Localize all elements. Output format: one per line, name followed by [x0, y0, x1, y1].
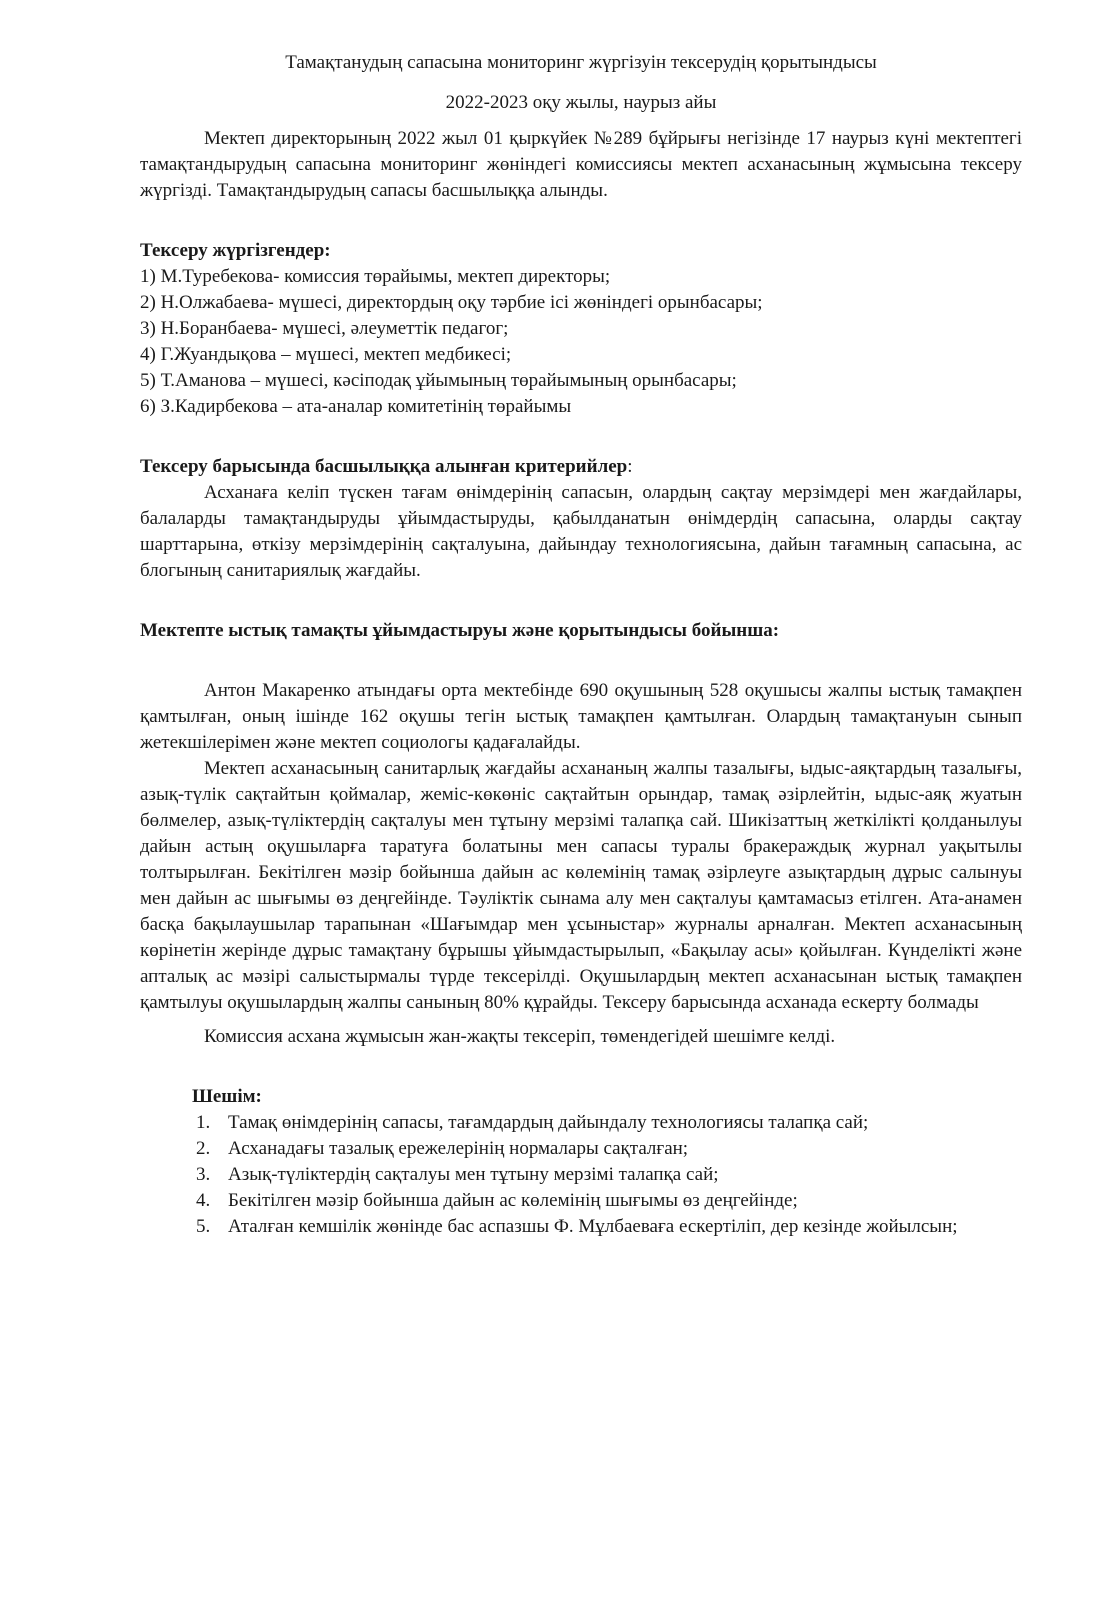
inspector-item: 4) Г.Жуандықова – мүшесі, мектеп медбикесі;	[140, 344, 512, 365]
criteria-paragraph: Асханаға келіп түскен тағам өнімдерінің сапасын, олардың сақтау мерзімдері мен жағдайлары, балаларды тамақтандыруды ұйымдастыруды, қабылданатын өнімдердің сапасына, оларды сақтау шарттарына, өткізу мерзімдерінің сақталуына, дайындау технологиясына, дайын тағамның сапасына, ас блогының санитариялық жағдайы.	[140, 482, 1022, 581]
decision-number: 4.	[196, 1190, 211, 1211]
inspectors-heading: Тексеру жүргізгендер:	[140, 240, 331, 261]
decision-number: 2.	[196, 1138, 211, 1159]
intro-paragraph: Мектеп директорының 2022 жыл 01 қыркүйек №289 бұйрығы негізінде 17 наурыз күні мектептегі тамақтандырудың сапасына мониторинг жөніндегі комиссиясы мектеп асханасының жұмысына тексеру жүргізді. Тамақтандырудың сапасы басшылыққа алынды.	[140, 128, 1022, 201]
decision-text: Азық-түліктердің сақталуы мен тұтыну мерзімі талапқа сай;	[228, 1164, 719, 1185]
criteria-heading-line	[140, 454, 1022, 480]
criteria-heading: Тексеру барысында басшылыққа алынған критерийлер	[140, 456, 628, 477]
hot-meals-heading: Мектепте ыстық тамақты ұйымдастыруы және қорытындысы бойынша:	[140, 620, 780, 641]
document-subtitle: 2022-2023 оқу жылы, наурыз айы	[445, 92, 717, 113]
decision-number: 3.	[196, 1164, 211, 1185]
decision-text: Аталған кемшілік жөнінде бас аспазшы Ф. Мұлбаеваға ескертіліп, дер кезінде жойылсын;	[228, 1216, 958, 1237]
inspectors-list	[140, 264, 1022, 420]
decision-number: 1.	[196, 1112, 211, 1133]
decision-item	[192, 1110, 1022, 1136]
decision-item	[192, 1136, 1022, 1162]
document-title: Тамақтанудың сапасына мониторинг жүргізуін тексерудің қорытындысы	[285, 52, 877, 73]
hot-meals-paragraph-2: Мектеп асханасының санитарлық жағдайы асхананың жалпы тазалығы, ыдыс-аяқтардың тазалығы, азық-түлік сақтайтын қоймалар, жеміс-көкөніс сақтайтын орындар, тамақ әзірлейтін, ыдыс-аяқ жуатын бөлмелер, азық-түліктердің сақталуы мен тұтыну мерзімі талапқа сай. Шикізаттың жеткілікті қолданылуы дайын астың оқушыларға таратуға болатыны мен сапасы туралы бракераждық журнал уақытылы толтырылған. Бекітілген мәзір бойынша дайын ас көлемінің тамақ әзірлеуге азықтардың дұрыс салынуы мен дайын ас шығымы өз деңгейінде. Тәуліктік сынама алу мен сақталуы қамтамасыз етілген. Ата-анамен басқа бақылаушылар тарапынан «Шағымдар мен ұсыныстар» журналы арналған. Мектеп асханасының көрінетін жерінде дұрыс тамақтану бұрышы ұйымдастырылып, «Бақылау асы» қойылған. Күнделікті және апталық ас мәзірі салыстырмалы түрде тексерілді. Оқушылардың мектеп асханасынан ыстық тамақпен қамтылуы оқушылардың жалпы санының 80% құрайды. Тексеру барысында асханада ескерту болмады	[140, 758, 1022, 1013]
decision-item	[192, 1188, 1022, 1214]
decision-text: Тамақ өнімдерінің сапасы, тағамдардың дайындалу технологиясы талапқа сай;	[228, 1112, 869, 1133]
decision-heading: Шешім:	[192, 1086, 262, 1107]
criteria-colon: :	[627, 456, 633, 477]
inspector-item: 2) Н.Олжабаева- мүшесі, директордың оқу тәрбие ісі жөніндегі орынбасары;	[140, 292, 763, 313]
hot-meals-paragraph-3: Комиссия асхана жұмысын жан-жақты тексеріп, төмендегідей шешімге келді.	[204, 1026, 836, 1047]
inspector-item: 3) Н.Боранбаева- мүшесі, әлеуметтік педагог;	[140, 318, 509, 339]
decision-number: 5.	[196, 1216, 211, 1237]
inspector-item: 5) Т.Аманова – мүшесі, кәсіподақ ұйымының төрайымының орынбасары;	[140, 370, 737, 391]
decision-text: Бекітілген мәзір бойынша дайын ас көлемінің шығымы өз деңгейінде;	[228, 1190, 798, 1211]
inspector-item: 1) М.Туребекова- комиссия төрайымы, мектеп директоры;	[140, 266, 611, 287]
decision-item	[192, 1162, 1022, 1188]
decisions-list	[140, 1110, 1022, 1240]
inspector-item: 6) З.Кадирбекова – ата-аналар комитетінің төрайымы	[140, 396, 572, 417]
decision-text: Асханадағы тазалық ережелерінің нормалары сақталған;	[228, 1138, 689, 1159]
hot-meals-paragraph-1: Антон Макаренко атындағы орта мектебінде 690 оқушының 528 оқушысы жалпы ыстық тамақпен қамтылған, оның ішінде 162 оқушы тегін ыстық тамақпен қамтылған. Олардың тамақтануын сынып жетекшілерімен және мектеп социологы қадағалайды.	[140, 680, 1022, 753]
decision-item	[192, 1214, 1022, 1240]
